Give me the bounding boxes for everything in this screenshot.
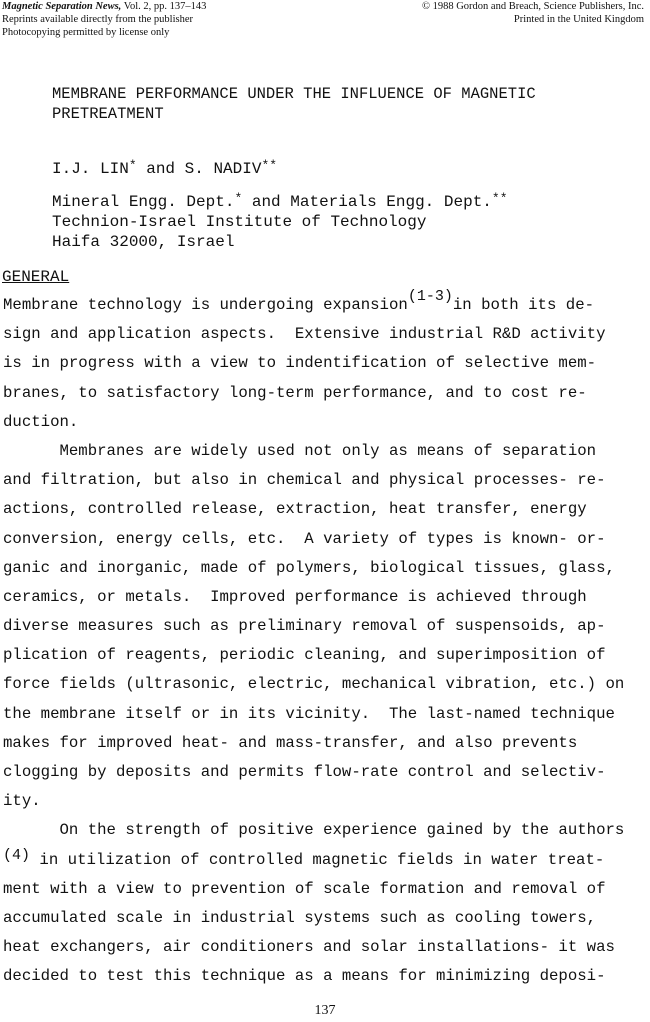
paper-title [52, 84, 536, 124]
body-line: sign and application aspects. Extensive industrial R&D activity [3, 325, 606, 344]
body-line: makes for improved heat- and mass-transfer, and also prevents [3, 733, 578, 752]
author-1-mark: * [128, 158, 137, 173]
affiliations [52, 192, 508, 252]
body-line [3, 846, 648, 875]
author-2-mark: ** [261, 158, 278, 173]
copyright-note: © 1988 Gordon and Breach, Science Publishers, Inc. [421, 1, 644, 12]
body-line: is in progress with a view to indentification of selective mem- [3, 354, 597, 373]
running-header-right [422, 0, 644, 26]
affiliation-line-3: Haifa 32000, Israel [52, 233, 235, 251]
reprints-note: Reprints available directly from the publisher [2, 14, 193, 25]
body-line: branes, to satisfactory long-term performance, and to cost re- [3, 383, 587, 402]
body-line: ceramics, or metals. Improved performance is achieved through [3, 587, 587, 606]
body-line [3, 288, 648, 320]
affiliation-line-1 [52, 192, 508, 212]
dept-2-mark: ** [491, 191, 508, 206]
dept-2: and Materials Engg. Dept. [242, 193, 492, 211]
body-line: ment with a view to prevention of scale formation and removal of [3, 879, 606, 898]
affiliation-line-2: Technion-Israel Institute of Technology [52, 213, 427, 231]
citation-ref: (1-3) [407, 288, 453, 305]
body-line: accumulated scale in industrial systems such as cooling towers, [3, 908, 597, 927]
body-line: On the strength of positive experience gained by the authors [3, 821, 625, 840]
body-line: Membranes are widely used not only as means of separation [3, 441, 597, 460]
body-line: the membrane itself or in its vicinity. The last-named technique [3, 704, 615, 723]
page-number: 137 [314, 1003, 336, 1018]
body-line: diverse measures such as preliminary removal of suspensoids, ap- [3, 617, 606, 636]
volume-pages: Vol. 2, pp. 137–143 [121, 1, 207, 12]
dept-1-mark: * [234, 191, 243, 206]
author-1: I.J. LIN [52, 160, 129, 178]
journal-citation [2, 0, 206, 13]
body-line: heat exchangers, air conditioners and solar installations- it was [3, 938, 615, 957]
body-line: ity. [3, 792, 41, 811]
printed-note: Printed in the United Kingdom [513, 14, 644, 25]
journal-name: Magnetic Separation News, [2, 1, 122, 12]
body-text-fragment: in utilization of controlled magnetic fields in water treat- [30, 850, 605, 869]
section-heading: GENERAL [2, 268, 70, 286]
photocopying-note: Photocopying permitted by license only [2, 27, 170, 38]
dept-1: Mineral Engg. Dept. [52, 193, 235, 211]
body-line: force fields (ultrasonic, electric, mechanical vibration, etc.) on [3, 675, 625, 694]
author-2: and S. NADIV [136, 160, 262, 178]
body-text-fragment: Membrane technology is undergoing expansion [3, 296, 408, 314]
author-list [52, 160, 277, 178]
body-line: clogging by deposits and permits flow-rate control and selectiv- [3, 763, 606, 781]
body-line: plication of reagents, periodic cleaning, and superimposition of [3, 646, 606, 665]
body-line: duction. [3, 412, 79, 431]
citation-ref: (4) [3, 846, 31, 864]
body-line: conversion, energy cells, etc. A variety of types is known- or- [3, 529, 606, 548]
running-header-left [2, 0, 206, 39]
body-line: and filtration, but also in chemical and physical processes- re- [3, 471, 606, 490]
body-text-fragment: in both its de- [452, 296, 595, 314]
body-line: actions, controlled release, extraction, heat transfer, energy [3, 500, 587, 519]
body-text [3, 288, 648, 992]
title-line-2: PRETREATMENT [52, 105, 164, 123]
body-line: ganic and inorganic, made of polymers, biological tissues, glass, [3, 558, 615, 577]
body-line: decided to test this technique as a means for minimizing deposi- [3, 967, 606, 986]
title-line-1: MEMBRANE PERFORMANCE UNDER THE INFLUENCE OF MAGNETIC [52, 85, 536, 103]
